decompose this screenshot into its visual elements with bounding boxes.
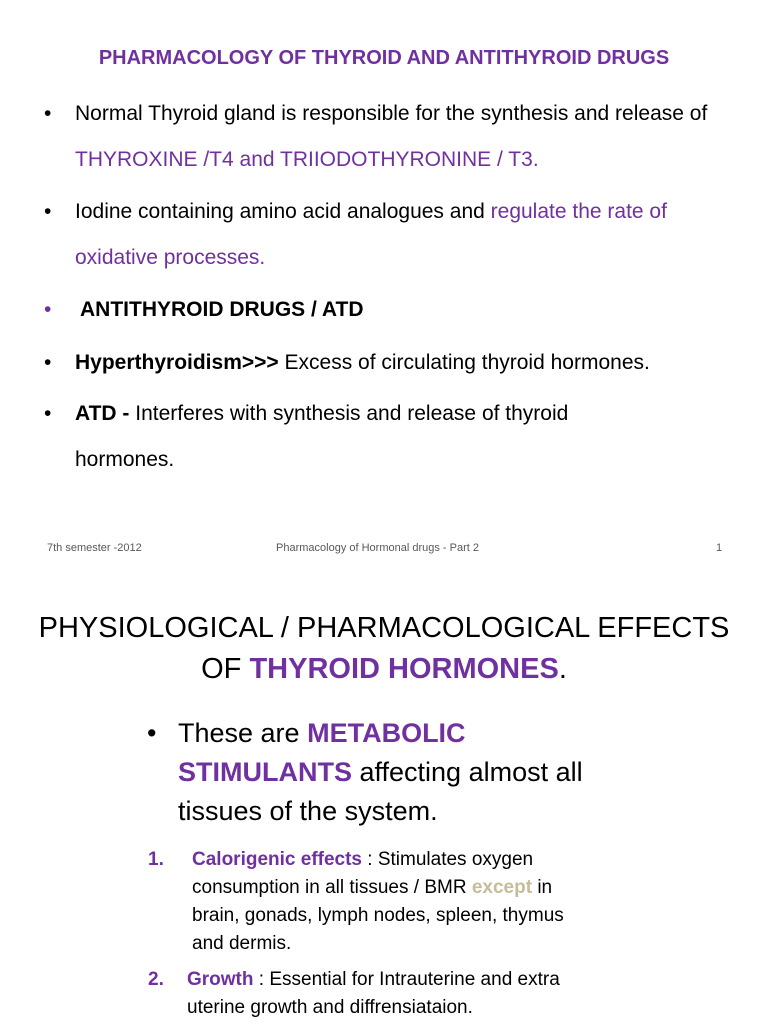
bullet-marker: •: [44, 200, 52, 223]
bullet-marker: •: [44, 402, 52, 425]
item-label: Growth: [187, 969, 254, 990]
bullet-marker: •: [147, 718, 157, 748]
footer-course-title: Pharmacology of Hormonal drugs - Part 2: [276, 542, 479, 554]
bullet-text: Excess of circulating thyroid hormones.: [278, 351, 650, 374]
item-text: Essential for Intrauterine and extra uterine growth and diffrensiataion.: [187, 969, 560, 1018]
bullet-marker: •: [44, 102, 52, 125]
slide-2-title: [0, 608, 768, 690]
item-text: Stimulates oxygen consumption in all tissues / BMR: [192, 849, 534, 898]
bullet-atd: [44, 391, 734, 483]
bullet-iodine: [44, 189, 734, 281]
bullet-text: Normal Thyroid gland is responsible for the synthesis and release of: [75, 102, 708, 125]
item-separator: :: [362, 849, 378, 870]
slide-2-title-highlight: THYROID HORMONES: [249, 653, 559, 685]
bullet-metabolic-stimulants: [147, 714, 587, 831]
bullet-text-suffix: affecting almost all tissues of the system.: [178, 757, 583, 826]
item-text-after: in brain, gonads, lymph nodes, spleen, thymus and dermis.: [192, 877, 564, 954]
slide-1-title: PHARMACOLOGY OF THYROID AND ANTITHYROID DRUGS: [98, 47, 670, 69]
item-separator: :: [253, 969, 270, 990]
bullet-antithyroid-drugs: [44, 287, 734, 333]
bullet-text: These are: [178, 718, 308, 748]
numbered-item-growth: [148, 966, 588, 1022]
item-number: 1.: [148, 849, 164, 870]
bullet-bold-text: ATD -: [75, 402, 130, 425]
bullet-highlight: regulate the rate of oxidative processes.: [75, 200, 667, 269]
bullet-bold-text: ANTITHYROID DRUGS / ATD: [80, 298, 364, 321]
numbered-item-calorigenic: [148, 846, 588, 958]
bullet-highlight: METABOLIC STIMULANTS: [178, 718, 466, 787]
bullet-marker: •: [44, 298, 52, 321]
slide-2-title-prefix: OF: [201, 653, 250, 685]
footer-page-number: 1: [716, 542, 723, 554]
item-number: 2.: [148, 969, 164, 990]
bullet-text: Interferes with synthesis and release of thyroid hormones.: [75, 402, 569, 471]
bullet-hyperthyroidism: [44, 340, 734, 386]
bullet-thyroid-gland: [44, 91, 734, 183]
bullet-highlight: THYROXINE /T4 and TRIIODOTHYRONINE / T3.: [75, 148, 539, 171]
slide-2-title-line-1: PHYSIOLOGICAL / PHARMACOLOGICAL EFFECTS: [38, 612, 730, 644]
item-label: Calorigenic effects: [192, 849, 362, 870]
bullet-text: Iodine containing amino acid analogues and: [75, 200, 491, 223]
slide-2-title-suffix: .: [558, 653, 567, 685]
footer-semester: 7th semester -2012: [47, 542, 142, 554]
item-accent: except: [471, 877, 533, 898]
bullet-marker: •: [44, 351, 52, 374]
bullet-bold-text: Hyperthyroidism>>>: [75, 351, 279, 374]
